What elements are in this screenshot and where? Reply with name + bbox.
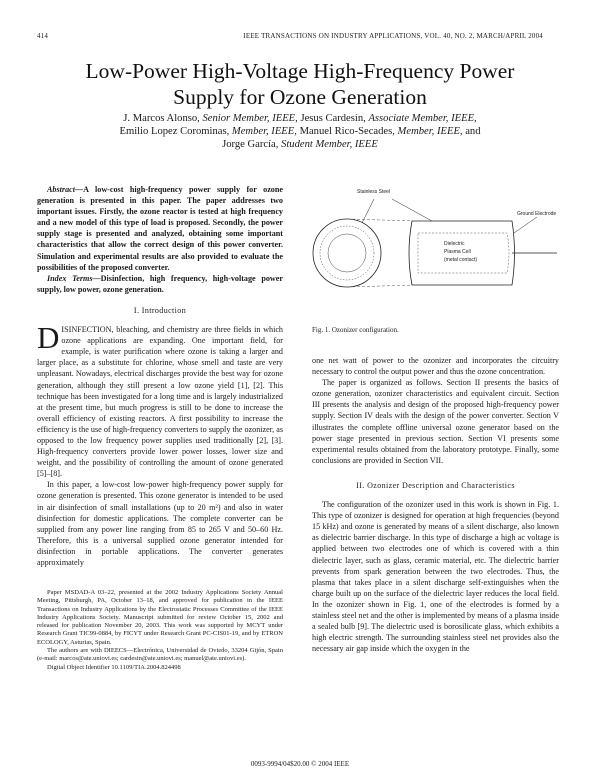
author-name: J. Marcos Alonso, bbox=[123, 113, 200, 124]
author-role: Senior Member, IEEE, bbox=[202, 113, 298, 124]
author-conjunction: and bbox=[465, 126, 481, 137]
journal-header: IEEE TRANSACTIONS ON INDUSTRY APPLICATIONS, VOL. 40, NO. 2, MARCH/APRIL 2004 bbox=[243, 32, 543, 40]
label-plasma-cell: Plasma Cell bbox=[444, 249, 471, 255]
author-name: Jesus Cardesín, bbox=[300, 113, 366, 124]
index-terms-label: Index Terms— bbox=[47, 273, 101, 283]
footnote-paper-info: Paper MSDAD-A 03–22, presented at the 2002 Industry Applications Society Annual Meeting, Pittsburgh, PA, October 13–18, and approved for publication in the IEEE Transactions on Industry Applications by the Electrostatic Processes Committee of the IEEE Industry Applications Society. Manuscript submitted for review October 15, 2002 and released for publication November 20, 2003. This work was supported by MCYT under Research Grant TIC99-0884, by FICYT under Research Grant PC-CIS01-19, and by ETRON ECOLOGY, Asturias, Spain. bbox=[37, 589, 283, 646]
footnote bbox=[37, 589, 283, 672]
figure-caption: Fig. 1. Ozonizer configuration. bbox=[312, 326, 399, 334]
index-terms-text: Disinfection, high frequency, high-voltage power supply, low power, ozone generation. bbox=[37, 273, 283, 294]
section-heading: I. Introduction bbox=[133, 305, 187, 315]
copyright-line: 0093-9994/04$20.00 © 2004 IEEE bbox=[250, 760, 350, 768]
intro-paragraph-1 bbox=[37, 320, 283, 479]
author-role: Member, IEEE, bbox=[397, 126, 463, 137]
label-ground-electrode: Ground Electrode bbox=[517, 211, 557, 217]
page-number: 414 bbox=[37, 32, 49, 40]
author-name: Jorge García, bbox=[222, 139, 279, 150]
paragraph-continuation: one net watt of power to the ozonizer and incorporates the circuitry necessary to control the output power and thus the ozone concentration. bbox=[312, 356, 559, 377]
author-list bbox=[0, 112, 600, 151]
stainless-steel-net-circle bbox=[313, 219, 381, 287]
author-name: Emilio Lopez Corominas, bbox=[119, 126, 230, 137]
abstract bbox=[37, 184, 283, 273]
right-column bbox=[312, 355, 559, 654]
drop-cap: D bbox=[37, 320, 60, 356]
author-role: Member, IEEE, bbox=[231, 126, 297, 137]
label-pointer bbox=[514, 217, 537, 233]
label-pointer bbox=[392, 199, 432, 221]
author-role: Associate Member, IEEE, bbox=[368, 113, 477, 124]
author-role: Student Member, IEEE bbox=[281, 139, 378, 150]
label-stainless-steel: Stainless Steel bbox=[357, 189, 391, 195]
section2-paragraph: The configuration of the ozonizer used in this work is shown in Fig. 1. This type of ozonizer is designed for operation at high frequencies (beyond 15 kHz) and ozone is generated by means of a silent discharge, also known as dielectric barrier discharge. In this type of discharge a high ac voltage is applied between two electrodes one of which is covered with a thin dielectric layer, such as glass, ceramic material, etc. The dielectric barrier prevents from spark generation between the two electrodes. Thus, the plasma that takes place in a silent discharge self-extinguishes when the charge built up on the surface of the dielectric layer reduces the local field. In the ozonizer shown in Fig. 1, one of the electrodes is formed by a stainless steel net and the other is implemented by means of a plasma inside a sealed bulb [9]. The dielectric used is borosilicate glass, which exhibits a high electric strength. The surrounding stainless steel net provides also the necessary air gap inside which the oxygen in the bbox=[312, 500, 559, 654]
label-metal-contact: (metal contact) bbox=[444, 257, 478, 263]
intro-text-1: ISINFECTION, bleaching, and chemistry are three fields in which ozone applications are expanding. One important field, for example, is water purification where ozone is taking a larger and larger place, as a substitute for chlorine, whose smell and taste are very unpleasant. Nowadays, electrical discharges provide the best way for ozone generation, although they still present a low ozone yield [1], [2]. This technique has been investigated for a long time and is largely industrialized at the present time, but much progress is still to be done to increase the overall efficiency of existing reactors. A first possibility to increase the efficiency is the use of high-frequency converters to supply the ozonizer, as opposed to the low frequency power supplies used traditionally [2], [3]. High-frequency converters provide lower power losses, lower size and weight, and the possibility of controlling the amount of ozone generated [5]–[8]. bbox=[37, 325, 283, 479]
author-name: Manuel Rico-Secades, bbox=[299, 126, 395, 137]
footnote-doi: Digital Object Identifier 10.1109/TIA.2004.824498 bbox=[47, 663, 181, 671]
index-terms bbox=[37, 273, 283, 295]
paper-title bbox=[0, 58, 600, 110]
paragraph-organization: The paper is organized as follows. Section II presents the basics of ozone generation, ozonizer characteristics and equivalent circuit. Section III presents the analysis and design of the proposed high-frequency power supply. Section IV deals with the design of the power converter. Section V illustrates the complete offline universal ozone generator based on the power stage presented in previous section. Section VI presents some experimental results obtained from the laboratory prototype. Finally, some conclusions are provided in Section VII. bbox=[312, 378, 559, 465]
ozonizer-figure bbox=[312, 183, 559, 323]
footnote-affiliation: The authors are with DIEECS—Electrónica, Universidad de Oviedo, 33204 Gijón, Spain (e-mail: marcos@ate.uniovi.es; cardesin@ate.uniovi.es; manuel@ate.uniovi.es). bbox=[37, 647, 283, 663]
label-dielectric: Dielectric bbox=[444, 241, 465, 247]
abstract-text: A low-cost high-frequency power supply for ozone generation is presented in this paper. The paper addresses two important issues. Firstly, the ozone reactor is tested at high frequency and a new model of this type of load is proposed. Secondly, the power supply stage is presented and analyzed, obtaining some important characteristics that allow the correct design of this power converter. Simulation and experimental results are also provided to evaluate the possibilities of the proposed converter. bbox=[37, 185, 283, 272]
section-heading: II. Ozonizer Description and Characteristics bbox=[356, 480, 515, 490]
title-line-2: Supply for Ozone Generation bbox=[173, 85, 427, 109]
abstract-label: Abstract— bbox=[47, 185, 84, 194]
title-line-1: Low-Power High-Voltage High-Frequency Power bbox=[85, 59, 515, 83]
intro-paragraph-2: In this paper, a low-cost low-power high-frequency power supply for ozone generation is presented. This ozone generator is intended to be used in air disinfection of small installations (up to 20 m²) and also in water disinfection for domestic applications. The complete converter can be supplied from any power line ranging from 85 to 265 V and 50–60 Hz. Therefore, this is a universal supplied ozone generator intended for disinfection in portable applications. The converter generates approximately bbox=[37, 480, 283, 567]
left-column bbox=[37, 184, 283, 568]
plasma-circle bbox=[328, 234, 366, 272]
